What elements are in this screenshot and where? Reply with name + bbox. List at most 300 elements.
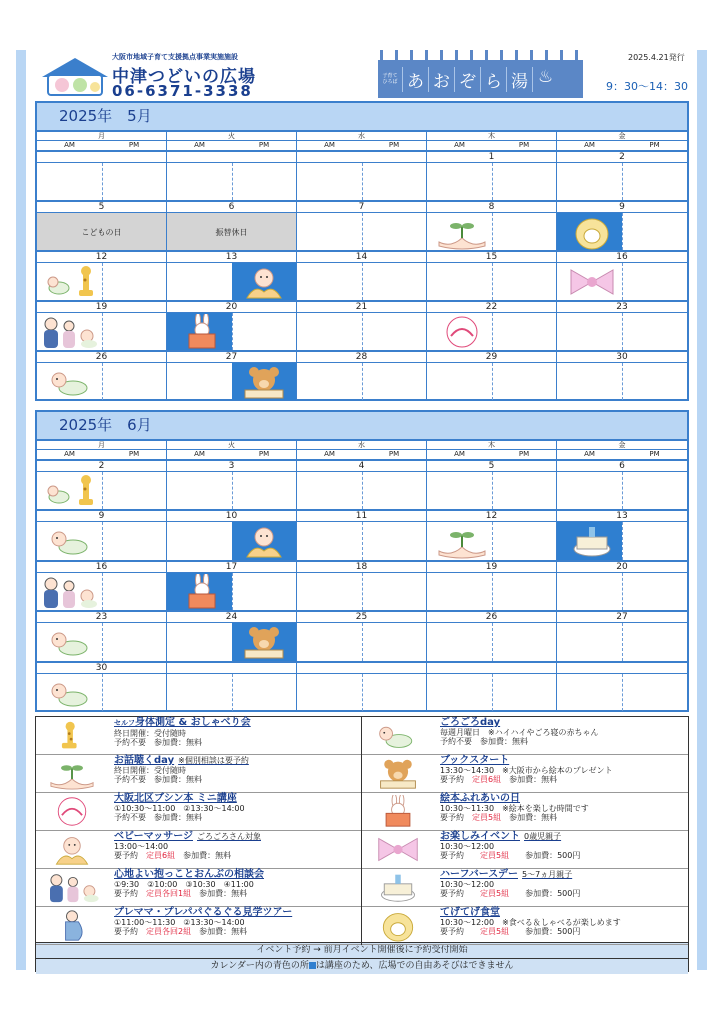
day-number: 27 <box>167 352 296 363</box>
legend-detail-segment: 10:30〜12:00 <box>440 879 495 889</box>
day-number: 16 <box>557 252 687 263</box>
am-pm-header-row <box>37 450 687 461</box>
day-number: 30 <box>37 663 166 674</box>
legend-title-note: 5〜7ヵ月親子 <box>522 870 573 879</box>
legend-detail-segment: 定員6組 <box>472 775 502 784</box>
legend-detail-line <box>440 927 686 937</box>
parents-baby-icon <box>40 871 104 904</box>
legend-detail-line <box>114 889 359 899</box>
legend-title <box>440 832 686 842</box>
birthday-cake-icon <box>563 523 621 559</box>
legend-detail-segment: 参加費：500円 <box>509 927 581 936</box>
legend-detail-segment: 参加費：無料 <box>175 851 232 860</box>
day-cell <box>427 461 557 509</box>
banner-char: ら <box>480 67 506 92</box>
legend-detail-line <box>114 775 359 785</box>
right-sidebar-bar <box>697 50 707 970</box>
day-body <box>427 213 556 250</box>
bear-icon <box>235 364 293 400</box>
legend-detail-segment: 参加費：無料 <box>501 775 558 784</box>
day-cell <box>297 461 427 509</box>
calendar-june <box>35 410 689 712</box>
day-cell <box>297 252 427 300</box>
am-label: AM <box>194 141 205 149</box>
crawling-baby-icon <box>43 523 101 559</box>
weekday-label: 火 <box>167 132 297 140</box>
legend-detail-segment: 定員6組 <box>146 851 176 860</box>
legend-detail-segment: 要予約 <box>440 813 472 822</box>
legend-detail-segment: 終日開催：受付随時 <box>114 765 186 775</box>
day-body <box>297 163 426 200</box>
day-number: 20 <box>167 302 296 313</box>
phone-number: 06-6371-3338 <box>112 82 253 100</box>
blue-note-part2: は講座のため、広場での自由あそびはできません <box>315 961 514 971</box>
day-number: 20 <box>557 562 687 573</box>
legend-title-text: プレママ・プレパパぐるぐる見学ツアー <box>114 907 293 918</box>
legend-item <box>36 831 361 869</box>
day-cell <box>167 612 297 660</box>
legend-detail-segment: 予約不要 参加費：無料 <box>114 775 202 784</box>
legend-item <box>36 793 361 831</box>
org-name: 中津つどいの広場 <box>112 67 256 87</box>
bear-icon <box>235 624 293 660</box>
day-cell <box>297 511 427 559</box>
legend-detail-segment: 参加費：無料 <box>191 889 248 898</box>
legend-detail-segment: 10:30〜12:00 ※食べる＆しゃべるが楽しめます <box>440 917 621 927</box>
issue-date: 2025.4.21発行 <box>628 53 685 62</box>
day-body <box>557 263 687 300</box>
day-cell <box>297 352 427 400</box>
day-body <box>297 313 426 350</box>
banner-char: ♨ <box>532 67 558 92</box>
legend-detail-segment: 参加費：500円 <box>509 851 581 860</box>
banner-char: お <box>428 67 454 92</box>
day-body <box>37 472 166 509</box>
day-cell <box>297 562 427 610</box>
day-cell <box>427 612 557 660</box>
banner-small-label: 子育てひろば <box>382 73 398 85</box>
day-body <box>297 623 426 660</box>
day-body <box>37 522 166 559</box>
day-cell <box>427 352 557 400</box>
legend-title-text: 大阪北区ブシン本 ミニ講座 <box>114 793 237 804</box>
legend-detail-line <box>114 766 359 776</box>
rabbit-book-icon <box>366 795 430 828</box>
pm-label: PM <box>362 450 427 459</box>
legend-title-text: お話聴くday <box>114 755 175 766</box>
day-number: 30 <box>557 352 687 363</box>
opening-hours: 9：30〜14：30 <box>606 80 688 93</box>
legend-detail-segment: 要予約 <box>114 927 146 936</box>
pm-label: PM <box>102 141 167 150</box>
giraffe-icon <box>40 719 104 752</box>
legend-title-prefix: セルフ <box>114 719 135 727</box>
legend-detail-segment: 定員5組 <box>480 927 510 936</box>
day-number: 9 <box>37 511 166 522</box>
legend-detail-line <box>440 880 686 890</box>
day-body <box>297 263 426 300</box>
legend-detail-line <box>114 880 359 890</box>
parents-baby-icon <box>39 574 97 610</box>
aozorayu-banner <box>378 60 583 98</box>
legend-title-text: お楽しみイベント <box>440 831 520 842</box>
legend-title-text: ブックスタート <box>440 755 510 766</box>
legend-detail-line <box>114 918 359 928</box>
legend-title <box>440 870 686 880</box>
blue-cell-note <box>36 958 688 974</box>
day-body <box>37 623 166 660</box>
day-cell <box>297 152 427 200</box>
legend-title-note: ※個別相談は要予約 <box>178 756 249 765</box>
holiday-name: 振替休日 <box>215 228 248 237</box>
day-number: 6 <box>167 202 296 213</box>
legend-detail-segment: 定員5組 <box>472 813 502 822</box>
legend-detail-segment: ①10:30〜11:00 ②13:30〜14:00 <box>114 803 245 813</box>
week-row <box>37 511 687 561</box>
legend-item <box>362 793 688 831</box>
legend-title-note: 0歳児親子 <box>524 832 562 841</box>
day-body <box>557 522 687 559</box>
day-cell <box>37 562 167 610</box>
legend-item <box>362 755 688 793</box>
day-cell <box>37 202 167 250</box>
day-body <box>557 472 687 509</box>
legend-detail-line <box>440 804 686 814</box>
day-number: 4 <box>297 461 426 472</box>
month-title: 2025年 6月 <box>37 412 687 441</box>
day-number: 25 <box>297 612 426 623</box>
day-number <box>297 663 426 674</box>
day-cell <box>427 663 557 711</box>
legend-text <box>114 832 359 861</box>
rabbit-book-icon <box>173 574 231 610</box>
day-body <box>167 363 296 400</box>
day-number: 19 <box>427 562 556 573</box>
day-cell <box>167 663 297 711</box>
day-number: 13 <box>557 511 687 522</box>
day-body <box>167 623 296 660</box>
legend-item <box>362 831 688 869</box>
hands-sprout-icon <box>433 214 491 250</box>
day-cell <box>37 302 167 350</box>
am-label: AM <box>194 450 205 458</box>
day-cell <box>37 612 167 660</box>
legend-text <box>114 794 359 823</box>
legend-detail-segment: ①11:00〜11:30 ②13:30〜14:00 <box>114 917 245 927</box>
legend-title <box>114 908 359 918</box>
week-row <box>37 461 687 511</box>
banner-char: 湯 <box>506 67 532 92</box>
legend-detail-line <box>114 842 359 852</box>
week-row <box>37 562 687 612</box>
day-number: 27 <box>557 612 687 623</box>
day-body <box>37 363 166 400</box>
hands-sprout-icon <box>40 757 104 790</box>
legend-detail-segment: 参加費：無料 <box>191 927 248 936</box>
legend-title <box>114 756 359 766</box>
legend-detail-segment: 10:30〜12:00 <box>440 841 495 851</box>
week-row <box>37 252 687 302</box>
blue-square-icon <box>309 962 316 969</box>
weekday-label: 月 <box>37 441 167 449</box>
day-body <box>297 674 426 711</box>
legend-detail-segment: 参加費：500円 <box>509 889 581 898</box>
day-number <box>167 663 296 674</box>
rabbit-book-icon <box>173 314 231 350</box>
picture-book-icon <box>40 795 104 828</box>
bib-icon <box>366 909 430 942</box>
day-number <box>37 152 166 163</box>
am-label: AM <box>324 450 335 458</box>
day-body <box>557 213 687 250</box>
day-number: 28 <box>297 352 426 363</box>
am-label: AM <box>454 141 465 149</box>
day-number <box>427 663 556 674</box>
legend-detail-line <box>440 766 686 776</box>
day-number: 17 <box>167 562 296 573</box>
legend-title-text: 心地よい抱っことおんぶの相談会 <box>114 869 264 880</box>
day-number: 5 <box>427 461 556 472</box>
day-number: 11 <box>297 511 426 522</box>
day-body <box>167 213 296 250</box>
day-body <box>557 363 687 400</box>
legend-item <box>36 717 361 755</box>
legend-detail-segment: 定員各回2組 <box>146 927 192 936</box>
week-row <box>37 202 687 252</box>
legend-detail-segment: 要予約 <box>440 851 480 860</box>
legend-title-text: 身体測定 & おしゃべり会 <box>135 717 251 728</box>
day-cell <box>167 352 297 400</box>
day-body <box>427 472 556 509</box>
legend-text <box>440 908 686 937</box>
bear-icon <box>366 757 430 790</box>
day-cell <box>427 202 557 250</box>
legend-text <box>114 718 359 748</box>
day-cell <box>297 663 427 711</box>
legend-detail-line <box>440 737 686 747</box>
day-number: 12 <box>37 252 166 263</box>
day-number: 5 <box>37 202 166 213</box>
legend-text <box>440 794 686 823</box>
crawling-baby-icon <box>366 719 430 752</box>
day-cell <box>167 562 297 610</box>
legend-detail-segment: 要予約 <box>440 775 472 784</box>
pregnant-icon <box>40 909 104 942</box>
banner-title <box>402 67 558 92</box>
week-row <box>37 663 687 711</box>
parents-baby-icon <box>39 314 97 350</box>
day-cell <box>167 511 297 559</box>
weekday-label: 月 <box>37 132 167 140</box>
legend-detail-line <box>114 813 359 823</box>
day-cell <box>297 612 427 660</box>
pm-label: PM <box>232 450 297 459</box>
weekday-label: 金 <box>618 441 626 449</box>
day-body <box>297 573 426 610</box>
day-body <box>557 623 687 660</box>
legend-detail-line <box>114 804 359 814</box>
bib-icon <box>563 214 621 250</box>
legend-item <box>36 755 361 793</box>
day-number: 6 <box>557 461 687 472</box>
weekday-label: 木 <box>427 132 557 140</box>
day-number: 21 <box>297 302 426 313</box>
day-body <box>167 263 296 300</box>
day-cell <box>557 202 687 250</box>
picture-book-icon <box>433 314 491 350</box>
day-number: 13 <box>167 252 296 263</box>
week-row <box>37 302 687 352</box>
baby-massage-icon <box>40 833 104 866</box>
legend-title <box>440 794 686 804</box>
legend-detail-line <box>114 738 359 748</box>
holiday-name: こどもの日 <box>81 228 122 237</box>
day-cell <box>427 302 557 350</box>
day-body <box>297 522 426 559</box>
legend-detail-segment: 終日開催：受付随時 <box>114 728 186 738</box>
day-body <box>37 313 166 350</box>
day-cell <box>557 562 687 610</box>
legend-item <box>362 717 688 755</box>
weekday-header-row <box>37 441 687 450</box>
day-cell <box>557 612 687 660</box>
legend-text <box>440 870 686 899</box>
day-cell <box>167 152 297 200</box>
legend-detail-line <box>440 728 686 738</box>
day-number: 7 <box>297 202 426 213</box>
day-number <box>557 663 687 674</box>
legend-detail-segment: 13:30〜14:30 ※大阪市から絵本のプレゼント <box>440 765 613 775</box>
day-body <box>557 674 687 711</box>
legend-left-column <box>36 717 362 945</box>
day-cell <box>297 302 427 350</box>
day-number: 12 <box>427 511 556 522</box>
ribbon-icon <box>366 833 430 866</box>
legend-item <box>36 907 361 945</box>
am-label: AM <box>584 141 595 149</box>
baby-massage-icon <box>235 523 293 559</box>
day-cell <box>557 302 687 350</box>
hands-sprout-icon <box>433 523 491 559</box>
am-label: AM <box>64 450 75 458</box>
month-title: 2025年 5月 <box>37 103 687 132</box>
weekday-label: 金 <box>618 132 626 140</box>
legend-detail-segment: 要予約 <box>440 927 480 936</box>
weekday-label: 水 <box>297 132 427 140</box>
legend-title <box>440 756 686 766</box>
day-body <box>167 522 296 559</box>
day-cell <box>557 461 687 509</box>
pm-label: PM <box>232 141 297 150</box>
day-number: 2 <box>37 461 166 472</box>
day-number: 26 <box>427 612 556 623</box>
am-label: AM <box>64 141 75 149</box>
pm-label: PM <box>492 141 557 150</box>
day-number: 26 <box>37 352 166 363</box>
crawling-baby-icon <box>43 364 101 400</box>
day-cell <box>167 302 297 350</box>
day-number <box>297 152 426 163</box>
day-number: 10 <box>167 511 296 522</box>
day-body <box>297 472 426 509</box>
baby-giraffe-icon <box>43 264 101 300</box>
banner-char: あ <box>402 67 428 92</box>
week-row <box>37 352 687 400</box>
legend-item <box>362 907 688 945</box>
legend-title-text: ごろごろday <box>440 717 501 728</box>
legend-title <box>114 832 359 842</box>
day-body <box>37 213 166 250</box>
legend-title <box>114 718 359 729</box>
legend-title-text: てげてげ食堂 <box>440 907 500 918</box>
day-body <box>167 573 296 610</box>
day-body <box>427 674 556 711</box>
day-cell <box>557 352 687 400</box>
day-cell <box>37 352 167 400</box>
am-pm-header-row <box>37 141 687 152</box>
legend-detail-segment: 要予約 <box>114 889 146 898</box>
day-cell <box>427 562 557 610</box>
day-number: 3 <box>167 461 296 472</box>
day-body <box>297 213 426 250</box>
weekday-label: 水 <box>297 441 427 449</box>
day-number: 24 <box>167 612 296 623</box>
pm-label: PM <box>649 141 660 149</box>
week-row <box>37 612 687 662</box>
legend-text <box>440 718 686 747</box>
day-cell <box>167 461 297 509</box>
day-cell <box>557 152 687 200</box>
day-body <box>167 313 296 350</box>
legend-text <box>114 756 359 785</box>
day-number: 14 <box>297 252 426 263</box>
day-cell <box>167 252 297 300</box>
legend-detail-segment: 毎週月曜日 ※ハイハイやごろ寝の赤ちゃん <box>440 727 599 737</box>
banner-ticks <box>378 50 583 60</box>
week-row <box>37 152 687 202</box>
legend-detail-segment: 13:00〜14:00 <box>114 841 169 851</box>
day-number: 2 <box>557 152 687 163</box>
legend-title-text: 絵本ふれあいの日 <box>440 793 520 804</box>
day-cell <box>557 663 687 711</box>
legend-detail-segment: 予約不要 参加費：無料 <box>114 813 202 822</box>
legend-text <box>440 832 686 861</box>
legend-detail-line <box>440 842 686 852</box>
calendar-may <box>35 101 689 401</box>
day-cell <box>37 663 167 711</box>
day-body <box>427 623 556 660</box>
day-body <box>167 472 296 509</box>
org-subtitle: 大阪市地域子育て支援拠点事業実施施設 <box>112 53 238 61</box>
day-body <box>167 163 296 200</box>
legend-title-text: ベビーマッサージ <box>114 831 193 842</box>
legend-detail-segment: 10:30〜11:30 ※絵本を楽しむ時間です <box>440 803 589 813</box>
legend-text <box>440 756 686 785</box>
legend-item <box>362 869 688 907</box>
day-cell <box>37 511 167 559</box>
day-number: 9 <box>557 202 687 213</box>
am-label: AM <box>584 450 595 458</box>
logo-icon <box>40 55 110 97</box>
legend-title-text: ハーフバースデー <box>440 869 518 880</box>
day-body <box>37 263 166 300</box>
legend-detail-line <box>114 729 359 739</box>
baby-giraffe-icon <box>43 473 101 509</box>
legend-detail-segment: 要予約 <box>114 851 146 860</box>
legend-detail-line <box>440 813 686 823</box>
day-body <box>427 363 556 400</box>
day-body <box>557 163 687 200</box>
